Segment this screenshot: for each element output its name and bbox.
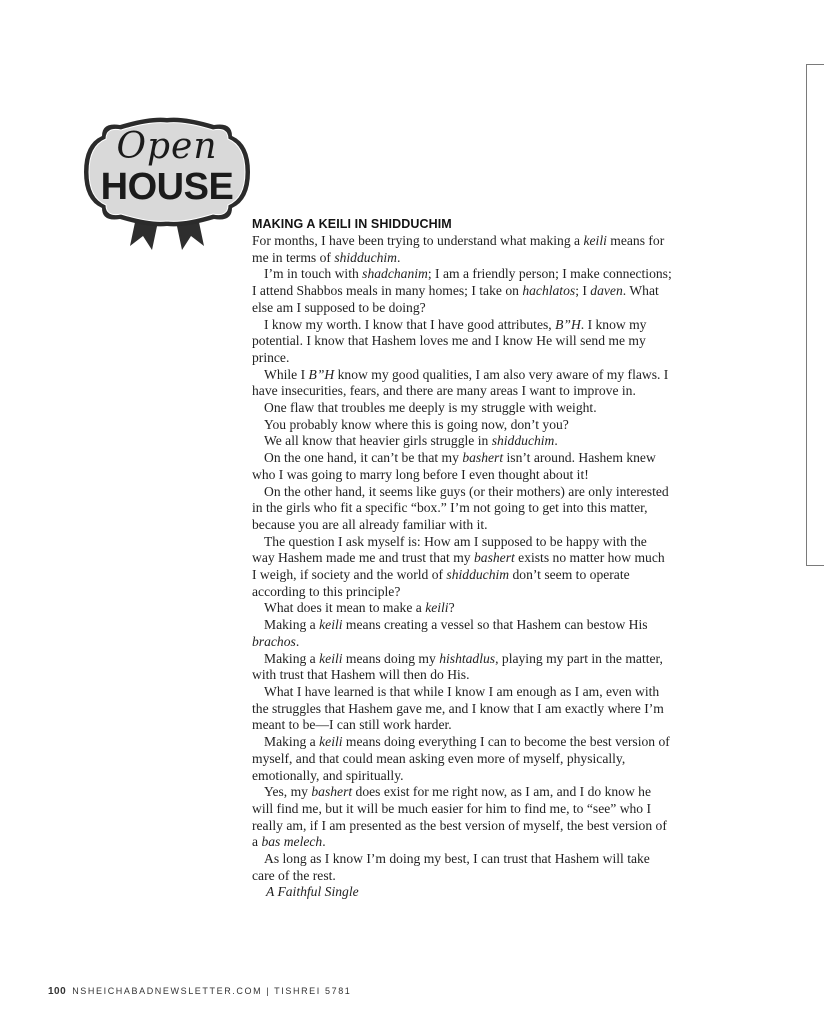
article-paragraph: Making a keili means doing everything I can to become the best version of myself, and that could mean asking even more of myself, physically, emotionally, and spiritually. (252, 734, 670, 783)
side-panel-border (806, 64, 824, 566)
article-paragraph: As long as I know I’m doing my best, I can trust that Hashem will take care of the rest. (252, 851, 650, 883)
article (252, 216, 672, 901)
article-body (252, 233, 672, 884)
article-paragraph: What I have learned is that while I know I am enough as I am, even with the struggles that Hashem gave me, and I know that I am exactly where I’m meant to be—I can still work harder. (252, 683, 664, 733)
article-paragraph: You probably know where this is going now, don’t you? (264, 416, 569, 432)
page-number: 100 (48, 986, 67, 997)
article-paragraph: One flaw that troubles me deeply is my struggle with weight. (264, 400, 597, 416)
open-house-badge (80, 116, 254, 262)
page-footer (48, 986, 351, 997)
badge-house-text: HOUSE (100, 166, 234, 208)
article-signature: A Faithful Single (266, 884, 359, 900)
footer-publication: NSHEICHABADNEWSLETTER.COM | TISHREI 5781 (72, 986, 352, 996)
article-paragraph: On the other hand, it seems like guys (or their mothers) are only interested in the girls who fit a specific “box.” I’m not going to get into this matter, because you are all already familiar with it. (252, 483, 669, 532)
badge-open-text: Open (116, 126, 218, 167)
article-paragraph: We all know that heavier girls struggle in shidduchim. (264, 433, 558, 449)
article-paragraph: I know my worth. I know that I have good attributes, B”H. I know my potential. I know that Hashem loves me and I know He will send me my prince. (252, 316, 647, 365)
article-paragraph: What does it mean to make a keili? (264, 600, 455, 616)
article-paragraph: I’m in touch with shadchanim; I am a friendly person; I make connections; I attend Shabbos meals in many homes; I take on hachlatos; I daven. What else am I supposed to be doing? (252, 266, 672, 315)
article-paragraph: On the one hand, it can’t be that my bashert isn’t around. Hashem knew who I was going to marry long before I even thought about it! (252, 450, 656, 482)
article-paragraph: For months, I have been trying to understand what making a keili means for me in terms of shidduchim. (252, 233, 665, 265)
article-paragraph: Making a keili means doing my hishtadlus, playing my part in the matter, with trust that Hashem will then do His. (252, 650, 663, 683)
article-headline: MAKING A KEILI IN SHIDDUCHIM (252, 217, 452, 231)
article-paragraph: Yes, my bashert does exist for me right now, as I am, and I do know he will find me, but it will be much easier for him to find me, to “see” who I really am, if I am presented as the best version of myself, the best version of a bas melech. (252, 784, 667, 850)
article-paragraph: While I B”H know my good qualities, I am also very aware of my flaws. I have insecurities, fears, and there are many areas I want to improve in. (252, 366, 669, 399)
article-paragraph: The question I ask myself is: How am I supposed to be happy with the way Hashem made me and trust that my bashert exists no matter how much I weigh, if society and the world of shidduchim don’t seem to operate according to this principle? (252, 533, 665, 599)
article-paragraph: Making a keili means creating a vessel so that Hashem can bestow His brachos. (252, 617, 648, 649)
